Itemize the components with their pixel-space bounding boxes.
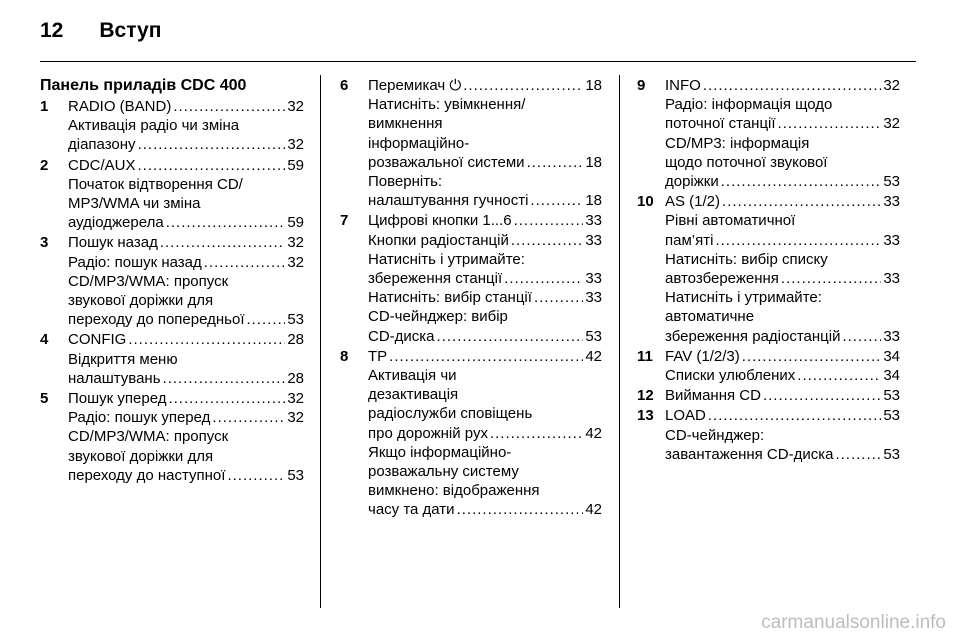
legend-entry-5 xyxy=(40,389,304,485)
dot-leader xyxy=(514,211,584,230)
entry-text: FAV (1/2/3) xyxy=(665,347,740,365)
dot-leader xyxy=(842,327,881,346)
legend-entry-1 xyxy=(40,97,304,155)
dot-leader xyxy=(212,408,285,427)
entry-line xyxy=(665,288,900,307)
entry-number: 2 xyxy=(40,156,49,174)
entry-line xyxy=(368,288,602,307)
entry-number: 9 xyxy=(637,77,646,94)
column-1 xyxy=(40,76,304,486)
entry-text: Активація радіо чи зміна xyxy=(68,117,240,135)
dot-leader xyxy=(778,114,882,133)
entry-text: Активація чи xyxy=(368,367,457,385)
entry-line xyxy=(68,194,304,213)
entry-line xyxy=(368,191,602,210)
entry-text: збереження станції xyxy=(368,270,503,288)
entry-text: вимкнено: відображення xyxy=(368,482,540,500)
entry-text: про дорожній рух xyxy=(368,424,488,442)
entry-line xyxy=(368,153,602,172)
entry-line xyxy=(368,211,602,230)
dot-leader xyxy=(721,172,882,191)
entry-text: Відкриття меню xyxy=(68,350,178,368)
dot-leader xyxy=(138,135,286,154)
entry-text: радіослужби сповіщень xyxy=(368,405,533,423)
entry-line xyxy=(68,427,304,446)
dot-leader xyxy=(128,330,285,349)
page-number: 12 xyxy=(40,19,64,42)
entry-text: Поверніть: xyxy=(368,173,443,191)
legend-entry-12 xyxy=(637,386,900,405)
entry-line xyxy=(665,269,900,288)
dot-leader xyxy=(168,389,285,408)
entry-text: розважальної системи xyxy=(368,153,525,171)
page-reference: 59 xyxy=(287,214,304,232)
page-reference: 53 xyxy=(883,407,900,425)
header-rule xyxy=(40,61,916,62)
entry-line xyxy=(368,250,602,269)
page-reference: 53 xyxy=(883,445,900,463)
entry-text: INFO xyxy=(665,77,701,94)
dot-leader xyxy=(204,253,286,272)
dot-leader xyxy=(227,466,285,485)
entry-text: CD-чейнджер: xyxy=(665,426,765,444)
page-reference: 42 xyxy=(585,501,602,519)
entry-text: Натисніть: вибір станції xyxy=(368,289,532,307)
entry-line xyxy=(665,445,900,464)
entry-text: переходу до попередньої xyxy=(68,311,245,329)
entry-number: 10 xyxy=(637,193,654,211)
dot-leader xyxy=(437,327,584,346)
entry-line xyxy=(368,500,602,519)
page-reference: 33 xyxy=(585,212,602,230)
page-reference: 28 xyxy=(287,331,304,349)
entry-line xyxy=(368,404,602,423)
page-reference: 34 xyxy=(883,367,900,385)
entry-text: Натисніть: увімкнення/ xyxy=(368,96,526,114)
entry-text: налаштування гучності xyxy=(368,192,529,210)
entry-text: діапазону xyxy=(68,136,136,154)
entry-line xyxy=(665,366,900,385)
page-reference: 53 xyxy=(883,387,900,405)
entry-text: Кнопки радіостанцій xyxy=(368,231,509,249)
entry-number: 7 xyxy=(340,212,349,230)
entry-line xyxy=(665,327,900,346)
entry-text: CONFIG xyxy=(68,331,127,349)
entry-line xyxy=(68,389,304,408)
page-reference: 18 xyxy=(585,153,602,171)
page-reference: 33 xyxy=(883,270,900,288)
entry-number: 13 xyxy=(637,407,654,425)
entry-line xyxy=(68,272,304,291)
page-reference: 33 xyxy=(883,231,900,249)
entry-line xyxy=(665,231,900,250)
dot-leader xyxy=(527,153,584,172)
dot-leader xyxy=(247,310,286,329)
entry-line xyxy=(665,211,900,230)
entry-line xyxy=(68,135,304,154)
entry-line xyxy=(68,233,304,252)
entry-text: Радіо: інформація щодо xyxy=(665,96,833,114)
page-reference: 42 xyxy=(585,424,602,442)
legend-entry-10 xyxy=(637,192,900,346)
legend-entry-6 xyxy=(340,76,602,210)
page-reference: 59 xyxy=(287,156,304,174)
dot-leader xyxy=(763,386,881,405)
page-reference: 32 xyxy=(883,77,900,94)
entry-line xyxy=(368,269,602,288)
entry-number: 8 xyxy=(340,347,349,365)
entry-text: звукової доріжки для xyxy=(68,447,214,465)
entry-number: 1 xyxy=(40,98,49,115)
entry-text: щодо поточної звукової xyxy=(665,153,828,171)
page-reference: 32 xyxy=(287,234,304,252)
page-reference: 42 xyxy=(585,347,602,365)
column-2 xyxy=(340,76,602,521)
legend-entry-13 xyxy=(637,406,900,464)
dot-leader xyxy=(173,97,285,116)
entry-text: Списки улюблених xyxy=(665,367,796,385)
entry-text: MP3/WMA чи зміна xyxy=(68,195,201,213)
entry-text: Натисніть і утримайте: xyxy=(368,250,525,268)
page-reference: 32 xyxy=(287,136,304,154)
entry-text: LOAD xyxy=(665,407,706,425)
dot-leader xyxy=(534,288,583,307)
dot-leader xyxy=(511,231,583,250)
dot-leader xyxy=(166,213,286,232)
legend-entry-8 xyxy=(340,347,602,520)
entry-line xyxy=(665,95,900,114)
dot-leader xyxy=(389,347,583,366)
entry-text: доріжки xyxy=(665,173,719,191)
entry-line xyxy=(665,426,900,445)
entry-number: 12 xyxy=(637,387,654,405)
legend-entry-9 xyxy=(637,76,900,191)
section-title: Панель приладів CDC 400 xyxy=(40,77,247,94)
entry-number: 5 xyxy=(40,390,49,408)
dot-leader xyxy=(530,191,583,210)
entry-line xyxy=(665,114,900,133)
entry-line xyxy=(368,95,602,114)
chapter-title: Вступ xyxy=(99,19,162,42)
page-header xyxy=(40,19,161,43)
entry-text: Натисніть і утримайте: xyxy=(665,289,822,307)
entry-text: автоматичне xyxy=(665,308,755,326)
entry-line xyxy=(368,327,602,346)
column-3 xyxy=(637,76,900,465)
entry-text: налаштувань xyxy=(68,369,161,387)
dot-leader xyxy=(708,406,881,425)
page-reference: 53 xyxy=(287,466,304,484)
entry-text: Початок відтворення CD/ xyxy=(68,175,243,193)
entry-line xyxy=(665,307,900,326)
entry-line xyxy=(368,76,602,95)
entry-line xyxy=(68,310,304,329)
column-divider-2 xyxy=(619,75,620,608)
page-reference: 33 xyxy=(585,270,602,288)
entry-line xyxy=(68,116,304,135)
entry-line xyxy=(368,462,602,481)
entry-line xyxy=(68,291,304,310)
entry-line xyxy=(665,347,900,366)
entry-text: розважальну систему xyxy=(368,463,519,481)
page-reference: 53 xyxy=(585,327,602,345)
entry-text: пам’яті xyxy=(665,231,714,249)
dot-leader xyxy=(163,369,286,388)
entry-text: вимкнення xyxy=(368,115,443,133)
entry-text: CD/MP3: інформація xyxy=(665,134,810,152)
entry-line xyxy=(665,192,900,211)
entry-text: AS (1/2) xyxy=(665,193,721,211)
entry-text: Пошук уперед xyxy=(68,390,167,408)
entry-text: Виймання CD xyxy=(665,387,761,405)
entry-line xyxy=(68,369,304,388)
entry-text: часу та дати xyxy=(368,501,455,519)
watermark: carmanualsonline.info xyxy=(761,612,946,633)
entry-line xyxy=(665,172,900,191)
dot-leader xyxy=(138,156,286,175)
page-reference: 32 xyxy=(287,253,304,271)
page-reference: 32 xyxy=(287,409,304,427)
page-reference: 18 xyxy=(585,192,602,210)
entry-text: збереження радіостанцій xyxy=(665,327,841,345)
legend-entry-2 xyxy=(40,156,304,233)
legend-entry-4 xyxy=(40,330,304,388)
page-reference: 28 xyxy=(287,369,304,387)
entry-line xyxy=(665,250,900,269)
legend-entry-7 xyxy=(340,211,602,345)
entry-text: CD-диска xyxy=(368,327,435,345)
entry-text: Пошук назад xyxy=(68,234,158,252)
entry-line xyxy=(68,408,304,427)
entry-line xyxy=(665,386,900,405)
entry-line xyxy=(368,307,602,326)
entry-text: CD/MP3/WMA: пропуск xyxy=(68,272,229,290)
entry-text: аудіоджерела xyxy=(68,214,164,232)
dot-leader xyxy=(504,269,583,288)
entry-line xyxy=(368,114,602,133)
entry-line xyxy=(368,347,602,366)
dot-leader xyxy=(715,231,881,250)
entry-line xyxy=(368,134,602,153)
page-reference: 32 xyxy=(883,115,900,133)
entry-text: CD-чейнджер: вибір xyxy=(368,308,508,326)
entry-line xyxy=(368,443,602,462)
entry-text: переходу до наступної xyxy=(68,466,226,484)
page-reference: 18 xyxy=(585,77,602,94)
entry-line xyxy=(68,253,304,272)
dot-leader xyxy=(160,233,285,252)
legend-entry-3 xyxy=(40,233,304,329)
entry-line xyxy=(68,97,304,116)
entry-number: 11 xyxy=(637,347,653,365)
entry-text: RADIO (BAND) xyxy=(68,98,172,115)
entry-text: Рівні автоматичної xyxy=(665,212,796,230)
page-reference: 33 xyxy=(585,289,602,307)
entry-line xyxy=(665,406,900,425)
entry-line xyxy=(68,213,304,232)
entry-line xyxy=(368,172,602,191)
page-reference: 33 xyxy=(883,327,900,345)
page-reference: 33 xyxy=(883,193,900,211)
entry-text: завантаження CD-диска xyxy=(665,445,834,463)
page-reference: 32 xyxy=(287,98,304,115)
entry-line xyxy=(368,366,602,385)
entry-number: 4 xyxy=(40,331,49,349)
entry-line xyxy=(368,231,602,250)
entry-number: 6 xyxy=(340,77,349,94)
dot-leader xyxy=(722,192,881,211)
page-reference: 32 xyxy=(287,390,304,408)
dot-leader xyxy=(490,424,583,443)
page-reference: 53 xyxy=(287,311,304,329)
dot-leader xyxy=(835,445,881,464)
entry-line xyxy=(665,76,900,95)
entry-line xyxy=(665,134,900,153)
dot-leader xyxy=(781,269,881,288)
entry-text: поточної станції xyxy=(665,115,776,133)
entry-line xyxy=(368,424,602,443)
entry-line xyxy=(68,466,304,485)
entry-text: інформаційно- xyxy=(368,134,470,152)
entry-line xyxy=(665,153,900,172)
entry-line xyxy=(68,175,304,194)
entry-text: Радіо: пошук назад xyxy=(68,253,202,271)
dot-leader xyxy=(703,76,881,95)
entry-text: дезактивація xyxy=(368,386,459,404)
entry-text: Перемикач ⏻ xyxy=(368,77,462,94)
entry-line xyxy=(68,350,304,369)
dot-leader xyxy=(457,500,584,519)
entry-text: CDC/AUX xyxy=(68,156,136,174)
dot-leader xyxy=(742,347,882,366)
entry-text: Натисніть: вибір списку xyxy=(665,250,828,268)
dot-leader xyxy=(463,76,583,95)
legend-entry-11 xyxy=(637,347,900,385)
column-divider-1 xyxy=(320,75,321,608)
entry-text: CD/MP3/WMA: пропуск xyxy=(68,428,229,446)
entry-text: TP xyxy=(368,347,388,365)
entry-line xyxy=(368,481,602,500)
entry-line xyxy=(68,447,304,466)
page-reference: 53 xyxy=(883,173,900,191)
entry-number: 3 xyxy=(40,234,49,252)
page-reference: 34 xyxy=(883,347,900,365)
entry-text: Радіо: пошук уперед xyxy=(68,409,211,427)
dot-leader xyxy=(797,366,881,385)
entry-text: Цифрові кнопки 1...6 xyxy=(368,212,512,230)
entry-line xyxy=(68,330,304,349)
entry-text: звукової доріжки для xyxy=(68,292,214,310)
entry-line xyxy=(368,385,602,404)
entry-text: Якщо інформаційно- xyxy=(368,443,512,461)
entry-text: автозбереження xyxy=(665,270,779,288)
page-reference: 33 xyxy=(585,231,602,249)
entry-line xyxy=(68,156,304,175)
